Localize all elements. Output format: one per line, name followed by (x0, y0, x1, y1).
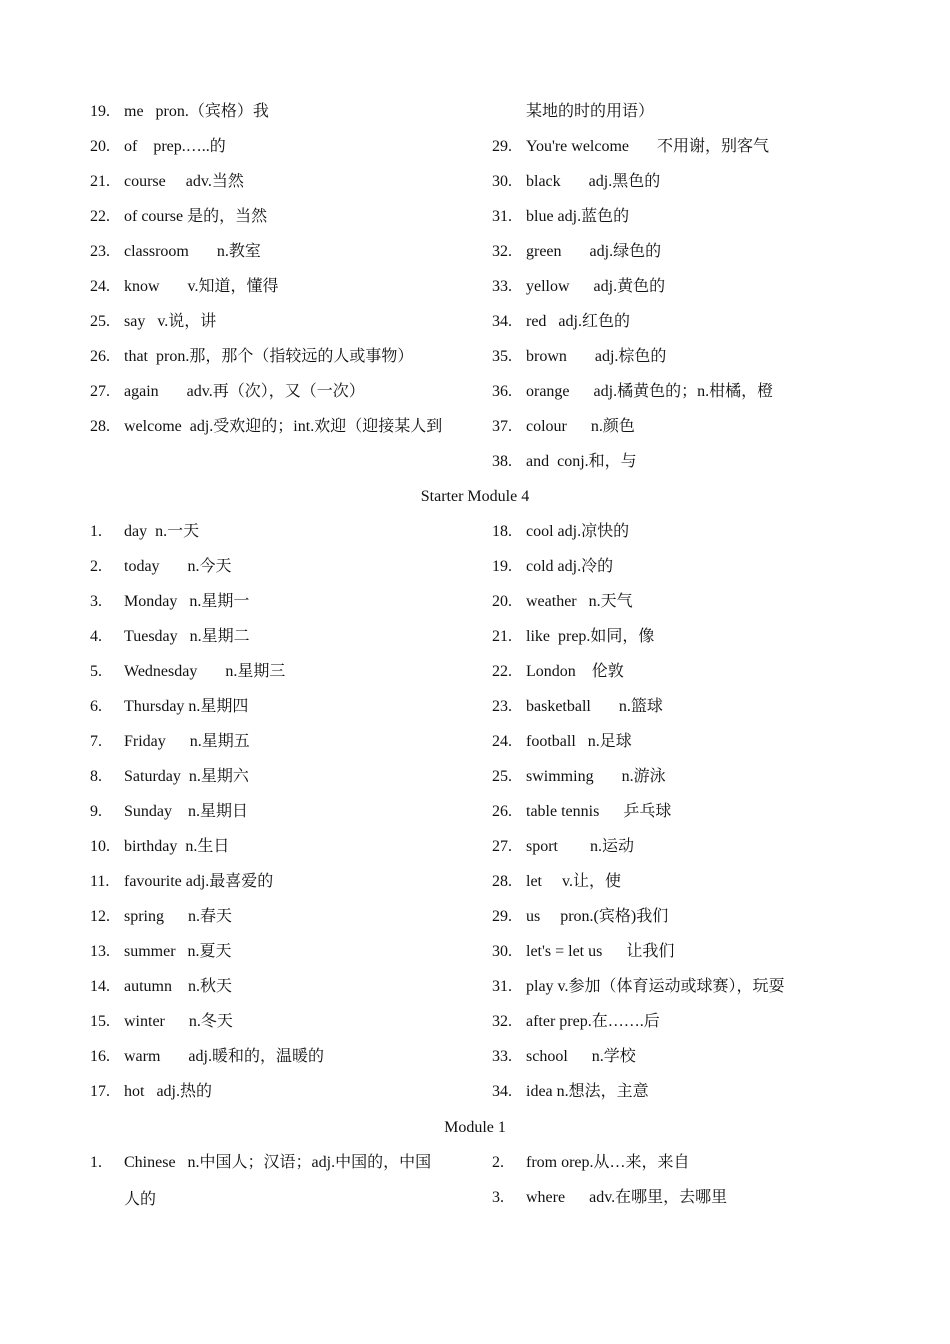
item-text: that pron.那，那个（指较远的人或事物） (124, 348, 414, 365)
item-number: 8. (90, 768, 102, 785)
item-number: 10. (90, 838, 110, 855)
list-item-continuation: 某地的时的用语） (526, 103, 655, 120)
item-text: from orep.从…来，来自 (526, 1154, 690, 1171)
item-text: weather n.天气 (526, 593, 633, 610)
item-text: birthday n.生日 (124, 838, 230, 855)
item-number: 32. (492, 243, 512, 260)
item-number: 2. (90, 558, 102, 575)
item-number: 17. (90, 1083, 110, 1100)
item-text: me pron.（宾格）我 (124, 103, 269, 120)
item-text: colour n.颜色 (526, 418, 635, 435)
item-number: 38. (492, 453, 512, 470)
item-text: welcome adj.受欢迎的；int.欢迎（迎接某人到 (124, 418, 443, 435)
item-number: 3. (90, 593, 102, 610)
item-number: 34. (492, 1083, 512, 1100)
item-text: where adv.在哪里，去哪里 (526, 1189, 728, 1206)
item-number: 34. (492, 313, 512, 330)
item-number: 31. (492, 208, 512, 225)
item-number: 13. (90, 943, 110, 960)
item-number: 23. (492, 698, 512, 715)
item-number: 18. (492, 523, 512, 540)
item-text: sport n.运动 (526, 838, 635, 855)
item-text: cool adj.凉快的 (526, 523, 630, 540)
section-title: Module 1 (444, 1119, 506, 1136)
item-number: 29. (492, 908, 512, 925)
item-number: 9. (90, 803, 102, 820)
item-text: know v.知道，懂得 (124, 278, 279, 295)
item-text: course adv.当然 (124, 173, 244, 190)
item-text: brown adj.棕色的 (526, 348, 667, 365)
item-number: 24. (90, 278, 110, 295)
item-text: let v.让，使 (526, 873, 621, 890)
item-text: winter n.冬天 (124, 1013, 233, 1030)
item-text: let's = let us 让我们 (526, 943, 675, 960)
item-text: Tuesday n.星期二 (124, 628, 250, 645)
item-text: say v.说，讲 (124, 313, 217, 330)
item-number: 31. (492, 978, 512, 995)
item-number: 20. (492, 593, 512, 610)
item-number: 30. (492, 173, 512, 190)
item-number: 5. (90, 663, 102, 680)
item-text: Thursday n.星期四 (124, 698, 249, 715)
item-number: 21. (492, 628, 512, 645)
item-number: 7. (90, 733, 102, 750)
item-number: 28. (90, 418, 110, 435)
item-number: 19. (90, 103, 110, 120)
item-number: 32. (492, 1013, 512, 1030)
item-number: 4. (90, 628, 102, 645)
item-number: 36. (492, 383, 512, 400)
item-number: 19. (492, 558, 512, 575)
item-text: warm adj.暖和的，温暖的 (124, 1048, 324, 1065)
item-text: play v.参加（体育运动或球赛），玩耍 (526, 978, 785, 995)
item-number: 24. (492, 733, 512, 750)
item-number: 23. (90, 243, 110, 260)
item-text: cold adj.冷的 (526, 558, 614, 575)
item-number: 14. (90, 978, 110, 995)
item-text: us pron.(宾格)我们 (526, 908, 669, 925)
item-number: 2. (492, 1154, 504, 1171)
item-text: You're welcome 不用谢，别客气 (526, 138, 770, 155)
item-number: 29. (492, 138, 512, 155)
item-number: 28. (492, 873, 512, 890)
item-number: 27. (90, 383, 110, 400)
item-text: football n.足球 (526, 733, 632, 750)
item-text: day n.一天 (124, 523, 200, 540)
item-text: spring n.春天 (124, 908, 233, 925)
item-text: classroom n.教室 (124, 243, 261, 260)
item-text: summer n.夏天 (124, 943, 232, 960)
item-text: of prep.…..的 (124, 138, 226, 155)
item-text: green adj.绿色的 (526, 243, 662, 260)
item-text: after prep.在…….后 (526, 1013, 660, 1030)
item-text: black adj.黑色的 (526, 173, 661, 190)
item-number: 1. (90, 1154, 102, 1171)
item-number: 6. (90, 698, 102, 715)
item-number: 25. (90, 313, 110, 330)
item-number: 27. (492, 838, 512, 855)
item-number: 30. (492, 943, 512, 960)
item-text: blue adj.蓝色的 (526, 208, 630, 225)
item-text: autumn n.秋天 (124, 978, 232, 995)
section-title: Starter Module 4 (420, 488, 530, 505)
item-text: table tennis 乒乓球 (526, 803, 672, 820)
item-text: basketball n.篮球 (526, 698, 663, 715)
list-item-continuation: 人的 (124, 1191, 157, 1208)
item-text: and conj.和，与 (526, 453, 637, 470)
item-number: 16. (90, 1048, 110, 1065)
item-text: hot adj.热的 (124, 1083, 212, 1100)
item-number: 33. (492, 1048, 512, 1065)
item-number: 35. (492, 348, 512, 365)
item-number: 15. (90, 1013, 110, 1030)
item-text: Wednesday n.星期三 (124, 663, 286, 680)
item-text: red adj.红色的 (526, 313, 630, 330)
item-text: Saturday n.星期六 (124, 768, 249, 785)
item-number: 1. (90, 523, 102, 540)
item-number: 12. (90, 908, 110, 925)
item-text: Sunday n.星期日 (124, 803, 249, 820)
item-text: like prep.如同，像 (526, 628, 655, 645)
item-number: 26. (492, 803, 512, 820)
item-text: school n.学校 (526, 1048, 636, 1065)
item-text: Chinese n.中国人；汉语；adj.中国的，中国 (124, 1154, 432, 1171)
item-number: 11. (90, 873, 110, 890)
item-text: of course 是的，当然 (124, 208, 268, 225)
item-text: idea n.想法，主意 (526, 1083, 649, 1100)
item-text: Monday n.星期一 (124, 593, 250, 610)
item-number: 33. (492, 278, 512, 295)
item-text: orange adj.橘黄色的；n.柑橘，橙 (526, 383, 774, 400)
item-number: 22. (492, 663, 512, 680)
item-text: today n.今天 (124, 558, 232, 575)
item-number: 3. (492, 1189, 504, 1206)
item-number: 26. (90, 348, 110, 365)
item-number: 21. (90, 173, 110, 190)
item-number: 37. (492, 418, 512, 435)
item-number: 25. (492, 768, 512, 785)
item-text: London 伦敦 (526, 663, 624, 680)
item-text: again adv.再（次），又（一次） (124, 383, 365, 400)
item-text: yellow adj.黄色的 (526, 278, 666, 295)
item-number: 22. (90, 208, 110, 225)
item-text: swimming n.游泳 (526, 768, 666, 785)
item-text: Friday n.星期五 (124, 733, 250, 750)
item-number: 20. (90, 138, 110, 155)
item-text: favourite adj.最喜爱的 (124, 873, 274, 890)
